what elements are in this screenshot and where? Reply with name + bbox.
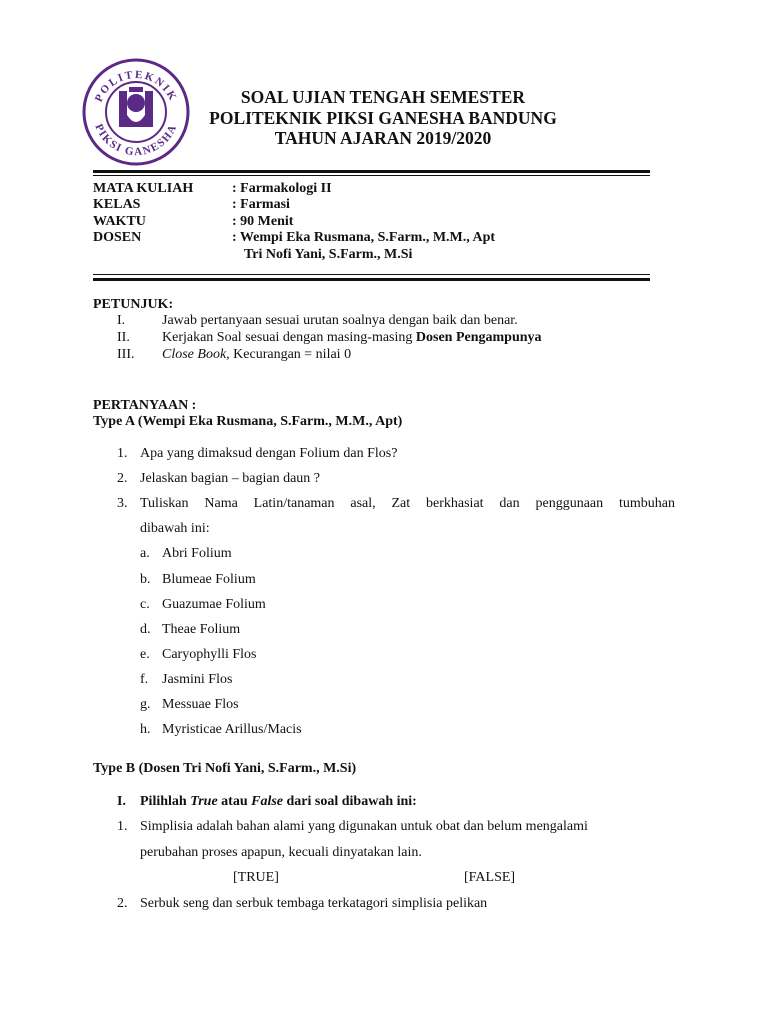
info-label-time: WAKTU [93,214,146,229]
section-b1-pre: Pilihlah [140,794,191,809]
sub-letter: a. [140,546,150,561]
sub-item: Guazumae Folium [162,597,266,612]
type-b-heading: Type B (Dosen Tri Nofi Yani, S.Farm., M.Si) [93,761,357,776]
question-a1-text: Apa yang dimaksud dengan Folium dan Flos? [140,446,398,461]
option-false: [FALSE] [464,870,516,885]
sub-letter: e. [140,647,150,662]
header-rule-thick [93,170,650,173]
sub-item: Blumeae Folium [162,572,256,587]
section-b1-post: dari soal dibawah ini: [283,794,417,809]
academic-year: TAHUN AJARAN 2019/2020 [274,128,492,148]
exam-title: SOAL UJIAN TENGAH SEMESTER [240,87,526,107]
instruction-text-2-plain: Kerjakan Soal sesuai dengan masing-masing [162,330,416,345]
sub-item: Messuae Flos [162,697,239,712]
question-b1-cont: perubahan proses apapun, kecuali dinyatakan lain. [140,845,422,860]
sub-letter: b. [140,572,151,587]
instruction-text-3-italic: Close Book, [162,347,230,362]
instructions-heading: PETUNJUK: [93,297,174,312]
info-value-lecturer-2: Tri Nofi Yani, S.Farm., M.Si [244,247,413,262]
type-a-heading: Type A (Wempi Eka Rusmana, S.Farm., M.M., Apt) [93,414,403,429]
svg-text:POLITEKNIK: POLITEKNIK [92,68,180,104]
sub-letter: f. [140,672,149,687]
option-true: [TRUE] [233,870,279,885]
instruction-text-1: Jawab pertanyaan sesuai urutan soalnya dengan baik dan benar. [162,313,518,328]
sub-item: Abri Folium [162,546,232,561]
institution-name: POLITEKNIK PIKSI GANESHA BANDUNG [209,108,557,128]
section-b1-num: I. [117,794,126,809]
info-label-course: MATA KULIAH [93,181,194,196]
question-a1-num: 1. [117,446,128,461]
info-label-lecturer: DOSEN [93,230,142,245]
instruction-num-3: III. [117,347,135,362]
question-a3-num: 3. [117,496,128,511]
question-a2-text: Jelaskan bagian – bagian daun ? [140,471,320,486]
info-rule-thin [93,274,650,275]
question-a3-cont: dibawah ini: [140,521,210,536]
section-b1-true: True [190,794,218,809]
sub-letter: g. [140,697,151,712]
sub-item: Caryophylli Flos [162,647,257,662]
info-value-lecturer: : Wempi Eka Rusmana, S.Farm., M.M., Apt [232,230,496,245]
instruction-text-2 [162,330,542,346]
info-value-course: : Farmakologi II [232,181,332,196]
question-b1-num: 1. [117,819,128,834]
info-label-class: KELAS [93,197,141,212]
sub-item: Theae Folium [162,622,241,637]
question-b2-num: 2. [117,896,128,911]
question-b1-text: Simplisia adalah bahan alami yang digunakan untuk obat dan belum mengalami [140,819,588,834]
section-b1-mid: atau [217,794,252,809]
instruction-text-3 [162,347,351,363]
sub-letter: h. [140,722,151,737]
instruction-text-3-plain: Kecurangan = nilai 0 [229,347,352,362]
info-value-time: : 90 Menit [232,214,294,229]
section-b1-false: False [251,794,284,809]
info-rule-thick [93,278,650,281]
sub-letter: c. [140,597,150,612]
instruction-text-2-bold: Dosen Pengampunya [415,330,542,345]
question-a3-text: Tuliskan Nama Latin/tanaman asal, Zat berkhasiat dan penggunaan tumbuhan [140,496,675,511]
info-value-class: : Farmasi [232,197,290,212]
question-b2-text: Serbuk seng dan serbuk tembaga terkatagori simplisia pelikan [140,896,488,911]
svg-text:PIKSI GANESHA: PIKSI GANESHA [92,122,180,159]
instruction-num-2: II. [117,330,130,345]
sub-item: Jasmini Flos [162,672,233,687]
questions-heading: PERTANYAAN : [93,398,197,413]
sub-letter: d. [140,622,151,637]
polytechnic-logo [81,57,191,167]
instruction-num-1: I. [117,313,126,328]
header-rule-thin [93,175,650,176]
question-a2-num: 2. [117,471,128,486]
sub-item: Myristicae Arillus/Macis [162,722,302,737]
section-b1-text [140,794,417,810]
